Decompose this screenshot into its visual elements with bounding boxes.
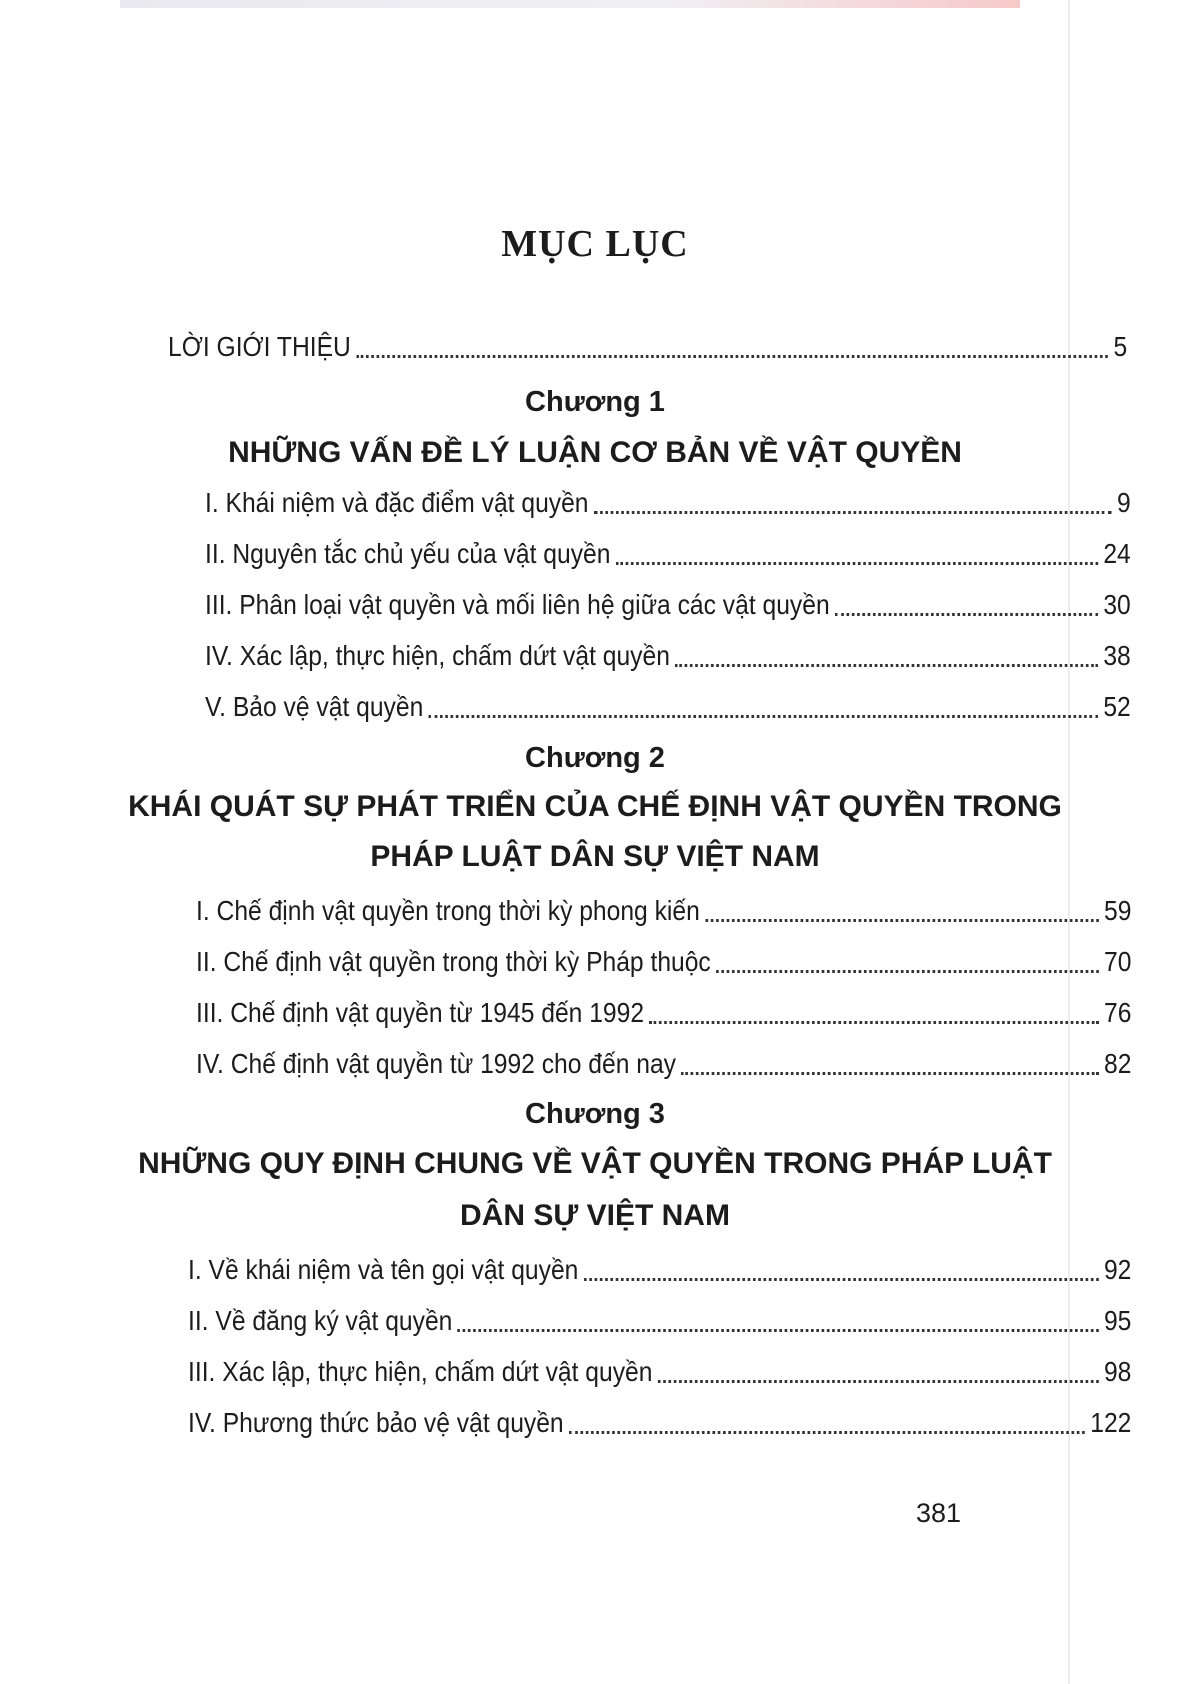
toc-entry-label: IV. Chế định vật quyền từ 1992 cho đến nay [196, 1048, 676, 1079]
toc-entry [205, 684, 1131, 724]
chapter-number: Chương 1 [525, 386, 665, 418]
toc-entry-label: II. Về đăng ký vật quyền [188, 1305, 453, 1336]
toc-entry-label: I. Về khái niệm và tên gọi vật quyền [188, 1254, 579, 1285]
toc-entry [188, 1400, 1131, 1440]
toc-entry-label: IV. Phương thức bảo vệ vật quyền [188, 1407, 564, 1438]
toc-entry-page: 24 [1103, 538, 1131, 569]
chapter-title: DÂN SỰ VIỆT NAM [460, 1199, 730, 1232]
chapter-title: NHỮNG VẤN ĐỀ LÝ LUẬN CƠ BẢN VỀ VẬT QUYỀN [228, 436, 962, 469]
toc-entry [205, 582, 1131, 622]
toc-entry-label: III. Phân loại vật quyền và mối liên hệ giữa các vật quyền [205, 589, 830, 620]
toc-entry-page: 98 [1103, 1356, 1132, 1387]
toc-entry [188, 1298, 1131, 1338]
dot-leader [681, 1072, 1098, 1075]
dot-leader [705, 919, 1099, 922]
toc-entry [205, 531, 1131, 571]
toc-entry [188, 1247, 1131, 1287]
page-title: MỤC LỤC [501, 223, 689, 265]
dot-leader [594, 511, 1112, 514]
toc-entry-page: 122 [1090, 1407, 1132, 1438]
toc-entry-page: 38 [1103, 640, 1131, 671]
toc-entry-label: IV. Xác lập, thực hiện, chấm dứt vật quyền [205, 640, 670, 671]
toc-entry [205, 633, 1131, 673]
toc-entry [196, 990, 1131, 1030]
toc-entry [188, 1349, 1131, 1389]
toc-entry [205, 480, 1131, 520]
toc-entry-page: 30 [1103, 589, 1131, 620]
toc-entry-label: III. Xác lập, thực hiện, chấm dứt vật quyền [188, 1356, 653, 1387]
toc-entry-page: 5 [1113, 331, 1128, 362]
toc-entry-label: II. Chế định vật quyền trong thời kỳ Pháp thuộc [196, 946, 711, 977]
dot-leader [649, 1021, 1098, 1024]
toc-entry [196, 939, 1131, 979]
toc-entry-page: 9 [1117, 487, 1131, 518]
toc-entry-label: II. Nguyên tắc chủ yếu của vật quyền [205, 538, 611, 569]
toc-entry-page: 82 [1104, 1048, 1132, 1079]
toc-entry-page: 92 [1103, 1254, 1132, 1285]
page-top-edge [120, 0, 1020, 8]
chapter-title: KHÁI QUÁT SỰ PHÁT TRIỂN CỦA CHẾ ĐỊNH VẬT QUYỀN TRONG [128, 790, 1062, 823]
toc-entry-label: III. Chế định vật quyền từ 1945 đến 1992 [196, 997, 645, 1028]
toc-entry [196, 888, 1131, 928]
chapter-title: NHỮNG QUY ĐỊNH CHUNG VỀ VẬT QUYỀN TRONG PHÁP LUẬT [138, 1147, 1052, 1180]
dot-leader [675, 664, 1098, 667]
toc-entry-page: 95 [1103, 1305, 1132, 1336]
chapter-title: PHÁP LUẬT DÂN SỰ VIỆT NAM [370, 840, 820, 873]
toc-entry [196, 1041, 1131, 1081]
toc-entry-label: I. Chế định vật quyền trong thời kỳ phong kiến [196, 895, 700, 926]
toc-entry-page: 52 [1103, 691, 1131, 722]
toc-entry-label: LỜI GIỚI THIỆU [168, 331, 351, 362]
toc-entry-intro [168, 324, 1127, 364]
dot-leader [429, 715, 1099, 718]
dot-leader [569, 1431, 1085, 1434]
chapter-number: Chương 2 [525, 742, 665, 774]
dot-leader [716, 970, 1099, 973]
toc-entry-page: 70 [1104, 946, 1132, 977]
dot-leader [356, 355, 1108, 358]
dot-leader [835, 613, 1098, 616]
page-number: 381 [916, 1498, 962, 1528]
toc-entry-label: I. Khái niệm và đặc điểm vật quyền [205, 487, 589, 518]
dot-leader [458, 1329, 1099, 1332]
toc-entry-label: V. Bảo vệ vật quyền [205, 691, 424, 722]
toc-entry-page: 76 [1104, 997, 1132, 1028]
dot-leader [584, 1278, 1099, 1281]
toc-entry-page: 59 [1104, 895, 1132, 926]
chapter-number: Chương 3 [525, 1098, 665, 1130]
dot-leader [658, 1380, 1099, 1383]
dot-leader [616, 562, 1098, 565]
